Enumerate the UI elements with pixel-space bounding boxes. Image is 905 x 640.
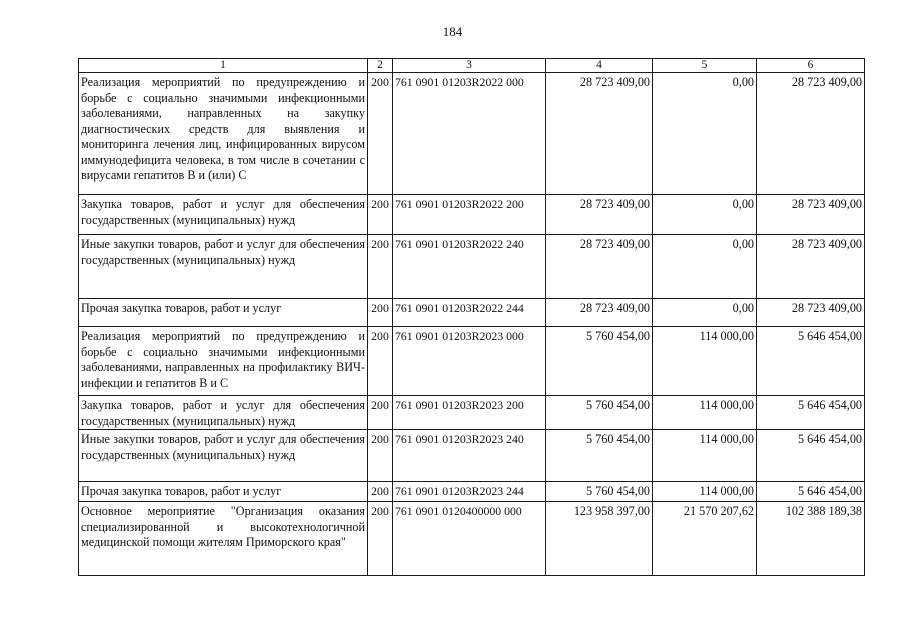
column-header: 1	[79, 59, 368, 73]
row-code-cell: 761 0901 01203R2022 244	[393, 299, 546, 327]
row-col6-cell: 5 646 454,00	[757, 430, 865, 482]
row-col2-cell: 200	[368, 195, 393, 235]
row-name-cell: Реализация мероприятий по предупреждению и борьбе с социально значимыми инфекционными заболеваниями, направленных на закупку диагностических средств для выявления и мониторинга лечения лиц, инфицированных вирусом иммунодефицита человека, в том числе в сочетании с вирусами гепатитов В и (или) С	[79, 73, 368, 195]
row-col5-cell: 0,00	[653, 195, 757, 235]
column-header: 4	[546, 59, 653, 73]
row-col6-cell: 5 646 454,00	[757, 396, 865, 430]
row-col2-cell: 200	[368, 73, 393, 195]
table-row	[79, 195, 865, 235]
header-row	[79, 59, 865, 73]
budget-table	[78, 58, 865, 576]
row-name-cell: Закупка товаров, работ и услуг для обеспечения государственных (муниципальных) нужд	[79, 396, 368, 430]
table-row	[79, 502, 865, 576]
row-col5-cell: 114 000,00	[653, 482, 757, 502]
row-col6-cell: 28 723 409,00	[757, 299, 865, 327]
row-col6-cell: 28 723 409,00	[757, 235, 865, 299]
row-col2-cell: 200	[368, 327, 393, 396]
page-number: 184	[442, 24, 463, 39]
row-col2-cell: 200	[368, 235, 393, 299]
row-col5-cell: 0,00	[653, 299, 757, 327]
column-header: 5	[653, 59, 757, 73]
row-col2-cell: 200	[368, 482, 393, 502]
table-row	[79, 482, 865, 502]
row-code-cell: 761 0901 01203R2023 000	[393, 327, 546, 396]
row-name-cell: Прочая закупка товаров, работ и услуг	[79, 482, 368, 502]
table-row	[79, 430, 865, 482]
row-col5-cell: 114 000,00	[653, 327, 757, 396]
row-code-cell: 761 0901 01203R2023 200	[393, 396, 546, 430]
row-col4-cell: 28 723 409,00	[546, 73, 653, 195]
row-name-cell: Закупка товаров, работ и услуг для обеспечения государственных (муниципальных) нужд	[79, 195, 368, 235]
table-row	[79, 299, 865, 327]
row-code-cell: 761 0901 01203R2023 244	[393, 482, 546, 502]
row-name-cell: Реализация мероприятий по предупреждению и борьбе с социально значимыми инфекционными заболеваниями, направленных на профилактику ВИЧ-инфекции и гепатитов В и С	[79, 327, 368, 396]
row-col4-cell: 28 723 409,00	[546, 299, 653, 327]
row-col6-cell: 28 723 409,00	[757, 195, 865, 235]
row-col5-cell: 0,00	[653, 73, 757, 195]
row-name-cell: Иные закупки товаров, работ и услуг для обеспечения государственных (муниципальных) нужд	[79, 430, 368, 482]
row-col6-cell: 102 388 189,38	[757, 502, 865, 576]
row-code-cell: 761 0901 0120400000 000	[393, 502, 546, 576]
row-col2-cell: 200	[368, 299, 393, 327]
row-col2-cell: 200	[368, 430, 393, 482]
table-row	[79, 327, 865, 396]
table-row	[79, 73, 865, 195]
row-code-cell: 761 0901 01203R2022 200	[393, 195, 546, 235]
table-row	[79, 396, 865, 430]
row-code-cell: 761 0901 01203R2022 000	[393, 73, 546, 195]
row-col6-cell: 28 723 409,00	[757, 73, 865, 195]
row-col5-cell: 114 000,00	[653, 430, 757, 482]
row-col4-cell: 28 723 409,00	[546, 235, 653, 299]
column-header: 3	[393, 59, 546, 73]
row-col4-cell: 5 760 454,00	[546, 430, 653, 482]
row-col6-cell: 5 646 454,00	[757, 327, 865, 396]
row-col4-cell: 123 958 397,00	[546, 502, 653, 576]
row-code-cell: 761 0901 01203R2023 240	[393, 430, 546, 482]
row-col5-cell: 0,00	[653, 235, 757, 299]
row-name-cell: Иные закупки товаров, работ и услуг для обеспечения государственных (муниципальных) нужд	[79, 235, 368, 299]
row-col2-cell: 200	[368, 396, 393, 430]
table-row	[79, 235, 865, 299]
row-name-cell: Основное мероприятие "Организация оказания специализированной и высокотехнологичной медицинской помощи жителям Приморского края"	[79, 502, 368, 576]
row-name-cell: Прочая закупка товаров, работ и услуг	[79, 299, 368, 327]
column-header: 2	[368, 59, 393, 73]
row-col6-cell: 5 646 454,00	[757, 482, 865, 502]
row-col5-cell: 114 000,00	[653, 396, 757, 430]
row-col5-cell: 21 570 207,62	[653, 502, 757, 576]
row-col4-cell: 28 723 409,00	[546, 195, 653, 235]
row-col4-cell: 5 760 454,00	[546, 327, 653, 396]
row-code-cell: 761 0901 01203R2022 240	[393, 235, 546, 299]
row-col4-cell: 5 760 454,00	[546, 482, 653, 502]
row-col4-cell: 5 760 454,00	[546, 396, 653, 430]
column-header: 6	[757, 59, 865, 73]
row-col2-cell: 200	[368, 502, 393, 576]
